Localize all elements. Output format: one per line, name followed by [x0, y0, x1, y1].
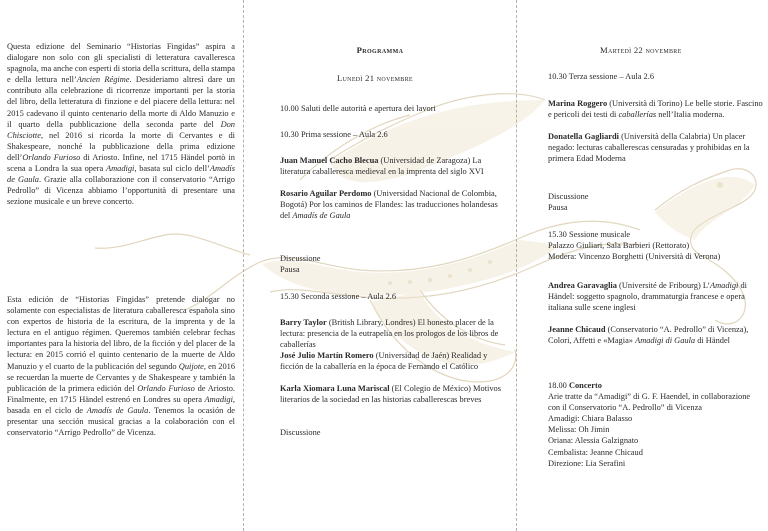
session3-title: 10.30 Terza sessione – Aula 2.6: [548, 72, 655, 81]
concert-block: 18.00 Concerto Arie tratte da “Amadigi” di G. F. Haendel, in collaborazione con il Conservatorio “A. Pedrollo” di Vicenza Amadigi: Chiara Balasso Melissa: Oh Jimin Oriana: Alessia Galzignato Cembalista: Jeanne Chicaud Direzione: Lia Serafini: [548, 380, 763, 469]
musical-session-title: 15.30 Sessione musicale: [548, 230, 631, 239]
talk-gagliardi: Donatella Gagliardi (Università della Calabria) Un placer negado: lecturas caballerescas censuradas y prohibidas en la primera Edad Moderna: [548, 132, 750, 164]
cast-item: Melissa: Oh Jimin: [548, 425, 610, 435]
discussion-2: Discussione: [280, 428, 321, 437]
program-heading: Programma: [356, 45, 404, 55]
talk-martin-romero: José Julio Martín Romero (Universidad de Jaén) Realidad y ficción de la caballería en la época de Fernando el Católico: [280, 351, 488, 372]
day1-title: Lunedì 21 novembre: [337, 73, 413, 83]
cast-item: Amadigi: Chiara Balasso: [548, 414, 633, 424]
intro-paragraph-italian: Questa edizione del Seminario “Historias Fingidas” aspira a dialogare non solo con gli specialisti di letteratura cavalleresca spagnola, ma anche con esperti di storia della scrittura, della stampa e della lettura nell’Ancien Régime. Desideriamo altresì dare un contributo alla celebrazione di ricorrenze importanti per la storia del libro, della letteratura di finzione e del piacere della lettura: nel 2015 cadevano il quinto centenario della morte di Aldo Manuzio e il quarto della pubblicazione della seconda parte del Don Chisciotte, nel 2016 si ricorda la morte di Cervantes e di Shakespeare, nonché la pubblicazione della prima edizione dell’Orlando Furioso di Ariosto. Infine, nel 1715 Händel portò in scena a Londra la sua opera Amadigi, basata sul ciclo dell’Amadís de Gaula. Grazie alla collaborazione con il conservatorio “Arrigo Pedrollo” di Vicenza abbiamo l’opportunità di presentare una sezione musicale e un breve concerto.: [7, 42, 235, 207]
fold-line-right: [516, 0, 517, 531]
day2-title: Martedì 22 novembre: [600, 45, 682, 55]
discussion-1: Discussione: [280, 254, 321, 263]
musical-session-chair: Modera: Vincenzo Borghetti (Università di Verona): [548, 252, 721, 261]
session1-title: 10.30 Prima sessione – Aula 2.6: [280, 130, 388, 139]
cast-item: Cembalista: Jeanne Chicaud: [548, 447, 643, 457]
talk-roggero: Marina Roggero (Università di Torino) Le belle storie. Fascino e pericoli dei testi di caballerías nell’Italia moderna.: [548, 99, 763, 120]
concert-label: Concerto: [568, 381, 602, 390]
musical-session-venue: Palazzo Giuliari, Sala Barbieri (Rettorato): [548, 241, 690, 250]
talk-luna-mariscal: Karla Xiomara Luna Mariscal (El Colegio de México) Motivos literarios de la sociedad en las historias caballerescas breves: [280, 384, 501, 405]
break-1: Pausa: [280, 265, 300, 274]
cast-item: Oriana: Alessia Galzignato: [548, 436, 639, 446]
opening-line: 10.00 Saluti delle autorità e apertura dei lavori: [280, 104, 436, 113]
talk-garavaglia: Andrea Garavaglia (Université de Fribourg) L’Amadigi di Händel: soggetto spagnolo, drammaturgia francese e opera italiana sulle scene inglesi: [548, 281, 747, 313]
break-2: Pausa: [548, 203, 568, 212]
session2-title: 15.30 Seconda sessione – Aula 2.6: [280, 292, 397, 301]
talk-chicaud: Jeanne Chicaud (Conservatorio “A. Pedrollo” di Vicenza), Colori, Affetti e «Magia» Amadigi di Gaula di Händel: [548, 325, 749, 346]
talk-taylor: Barry Taylor (British Library, Londres) El honesto placer de la lectura: presencia de la eutrapelia en los prologos de los libros de caballerías: [280, 318, 499, 350]
fold-line-left: [243, 0, 244, 531]
concert-description: Arie tratte da “Amadigi” di G. F. Haendel, in collaborazione con il Conservatorio “A. Pedrollo” di Vicenza: [548, 392, 751, 413]
talk-cacho-blecua: Juan Manuel Cacho Blecua (Universidad de Zaragoza) La literatura caballeresca medieval en la imprenta del siglo XVI: [280, 156, 484, 177]
discussion-3: Discussione: [548, 192, 589, 201]
cast-item: Direzione: Lia Serafini: [548, 458, 626, 468]
intro-paragraph-spanish: Esta edición de “Historias Fingidas” pretende dialogar no solamente con especialistas de literatura caballeresca española sino con expertos de historia de la escritura, de la imprenta y de la lectura en el antiguo régimen. Queremos también celebrar fechas importantes para la historia del libro, de la ficción y del placer de la lectura: en 2015 corrió el quinto centenario de la muerte de Aldo Manuzio y el cuarto de la publicación del segundo Quijote, en 2016 se recuerdan la muerte de Cervantes y de Shakespeare y también la publicación de la primera edición del Orlando Furioso de Ariosto. Finalmente, en 1715 Händel estrenó en Londres su opera Amadigi, basada en el ciclo de Amadís de Gaula. Tenemos la ocasión de presentar una sección musical gracias a la colaboración con el conservatorio “Arrigo Pedrollo” de Vicenza.: [7, 295, 236, 438]
talk-aguilar-perdomo: Rosario Aguilar Perdomo (Universidad Nacional de Colombia, Bogotá) Por los caminos de Flandes: las traducciones holandesas del Amadís de Gaula: [280, 189, 498, 221]
